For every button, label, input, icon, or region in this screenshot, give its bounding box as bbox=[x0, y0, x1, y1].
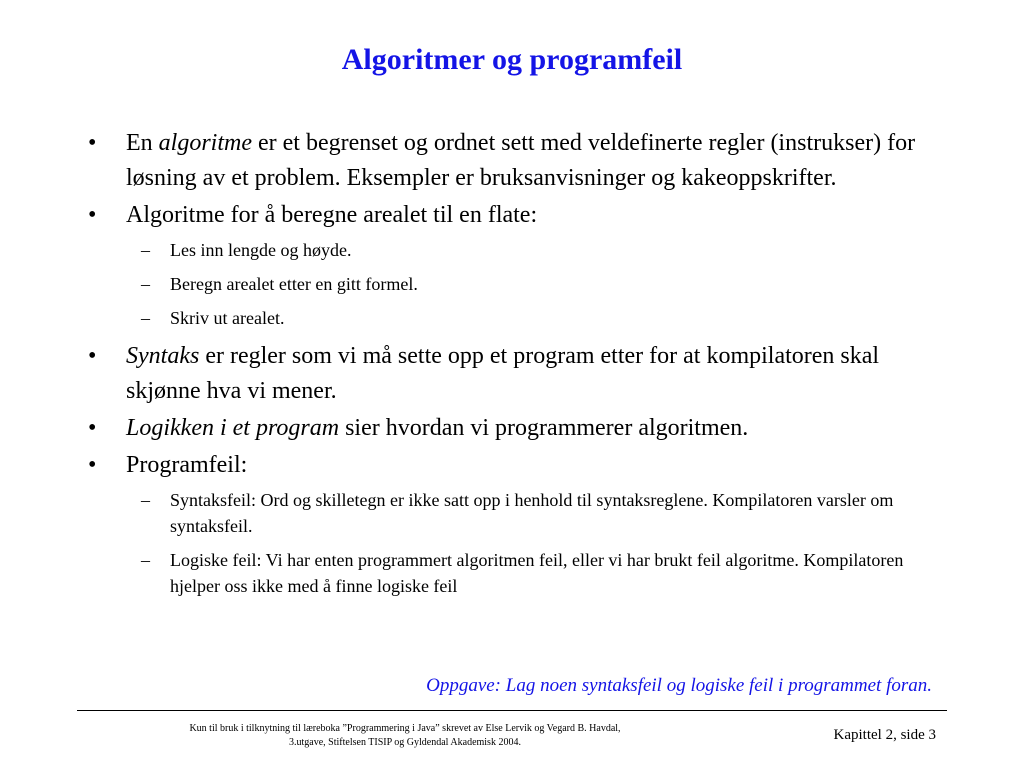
sub-item-text: Skriv ut arealet. bbox=[170, 308, 285, 328]
dash-marker: – bbox=[141, 490, 150, 510]
bullet-text-post: er et begrenset og ordnet sett med veldefinerte regler (instrukser) for løsning av et problem. Eksempler er bruksanvisninger og kakeoppskrifter. bbox=[126, 130, 916, 191]
bullet-text: Programfeil: bbox=[126, 452, 248, 478]
sub-item-text: Logiske feil: Vi har enten programmert algoritmen feil, eller vi har brukt feil algoritme. Kompilatoren hjelper oss ikke med å finne logiske feil bbox=[170, 550, 904, 596]
bullet-marker: • bbox=[88, 202, 97, 228]
term-algoritme: algoritme bbox=[158, 130, 252, 156]
footer-copyright-line-2: 3.utgave, Stiftelsen TISIP og Gyldendal Akademisk 2004. bbox=[289, 737, 521, 748]
sub-item-step-1 bbox=[86, 237, 946, 263]
sub-item-text: Syntaksfeil: Ord og skilletegn er ikke satt opp i henhold til syntaksreglene. Kompilatoren varsler om syntaksfeil. bbox=[170, 490, 894, 536]
sub-list-algoritme-steps bbox=[86, 237, 946, 331]
footer-copyright bbox=[150, 722, 660, 750]
sub-item-text: Les inn lengde og høyde. bbox=[170, 240, 352, 260]
sub-item-logiske-feil bbox=[86, 547, 946, 599]
sub-item-step-3 bbox=[86, 305, 946, 331]
task-note: Oppgave: Lag noen syntaksfeil og logiske feil i programmet foran. bbox=[426, 675, 932, 696]
term-syntaks: Syntaks bbox=[126, 343, 200, 369]
bullet-text-pre: En bbox=[126, 130, 159, 156]
page-number: Kapittel 2, side 3 bbox=[833, 727, 936, 743]
sub-item-text: Beregn arealet etter en gitt formel. bbox=[170, 274, 418, 294]
sub-item-syntaksfeil bbox=[86, 487, 946, 539]
term-logikken: Logikken i et program bbox=[126, 415, 340, 441]
bullet-programfeil bbox=[86, 448, 946, 483]
slide-title: Algoritmer og programfeil bbox=[341, 43, 683, 76]
sub-item-step-2 bbox=[86, 271, 946, 297]
dash-marker: – bbox=[141, 274, 150, 294]
bullet-marker: • bbox=[88, 415, 97, 441]
bullet-text: Algoritme for å beregne arealet til en flate: bbox=[126, 202, 538, 228]
dash-marker: – bbox=[141, 240, 150, 260]
bullet-logikken bbox=[86, 411, 946, 446]
bullet-syntaks bbox=[86, 339, 946, 409]
bullet-algoritme-example bbox=[86, 198, 946, 233]
bullet-marker: • bbox=[88, 452, 97, 478]
slide-content bbox=[86, 126, 946, 607]
dash-marker: – bbox=[141, 550, 150, 570]
bullet-text-post: sier hvordan vi programmerer algoritmen. bbox=[339, 415, 749, 441]
bullet-algoritme-definition bbox=[86, 126, 946, 196]
bullet-text-post: er regler som vi må sette opp et program etter for at kompilatoren skal skjønne hva vi mener. bbox=[126, 343, 880, 404]
sub-list-programfeil bbox=[86, 487, 946, 599]
dash-marker: – bbox=[141, 308, 150, 328]
bullet-marker: • bbox=[88, 130, 97, 156]
bullet-marker: • bbox=[88, 343, 97, 369]
footer-copyright-line-1: Kun til bruk i tilknytning til læreboka ”Programmering i Java” skrevet av Else Lervik og Vegard B. Havdal, bbox=[189, 723, 621, 734]
footer-divider bbox=[77, 710, 947, 711]
